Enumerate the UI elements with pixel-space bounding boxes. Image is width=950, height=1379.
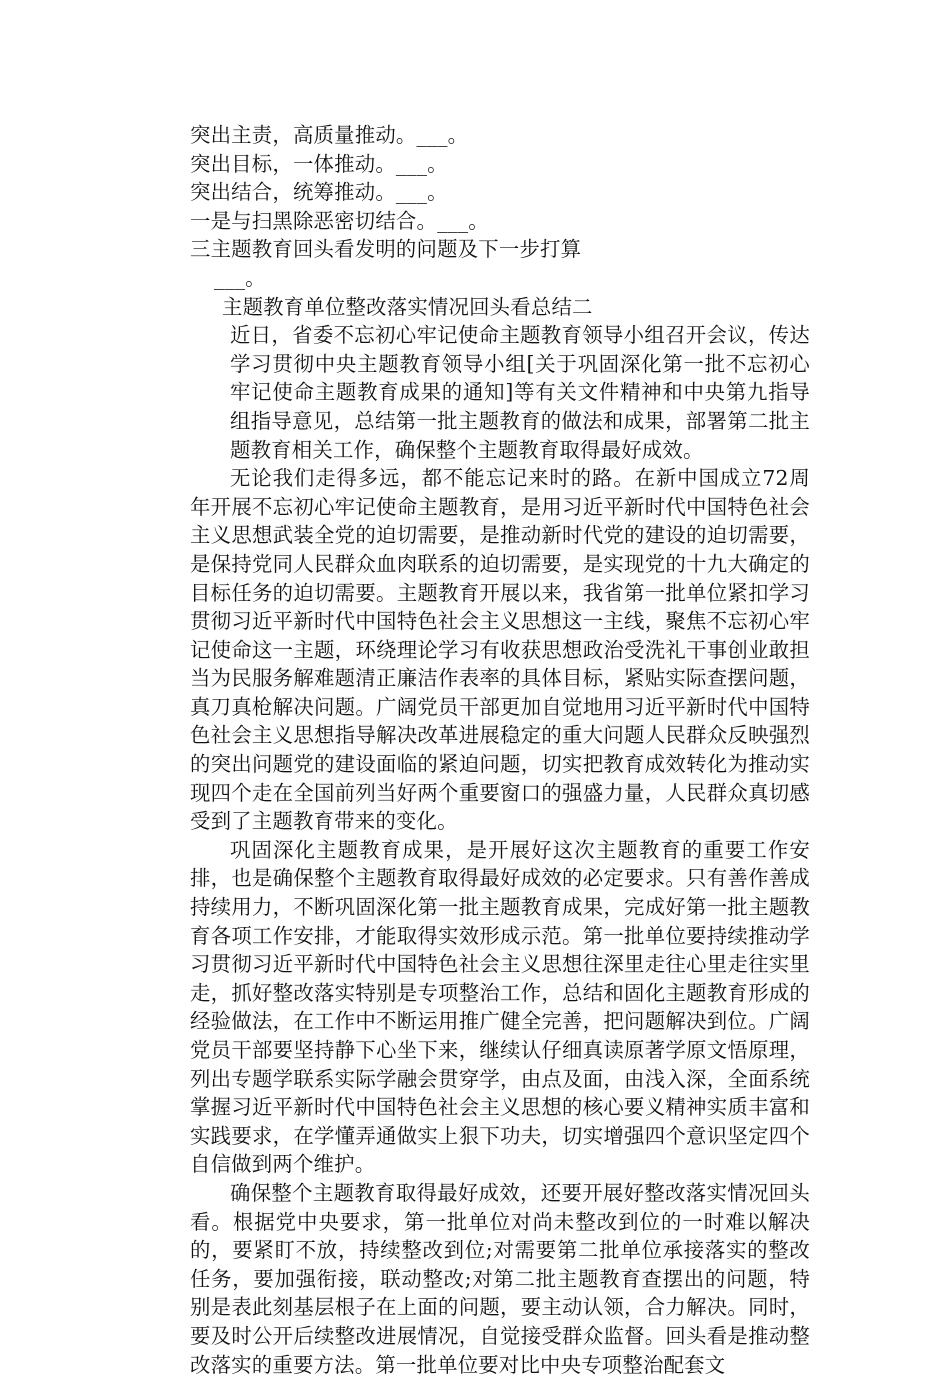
text-line-5: 三主题教育回头看发明的问题及下一步打算: [190, 237, 582, 262]
document-body: [190, 121, 810, 1379]
paragraph-3: 巩固深化主题教育成果，是开展好这次主题教育的重要工作安排，也是确保整个主题教育取得最好成效的必定要求。只有善作善成持续用力，不断巩固深化第一批主题教育成果，完成好第一批主题教育各项工作安排，才能取得实效形成示范。第一批单位要持续推动学习贯彻习近平新时代中国特色社会主义思想往深里走往心里走往实里走，抓好整改落实特别是专项整治工作，总结和固化主题教育形成的经验做法，在工作中不断运用推广健全完善，把问题解决到位。广阔党员干部要坚持静下心坐下来，继续认仔细真读原著学原文悟原理，列出专题学联系实际学融会贯穿学，由点及面，由浅入深，全面系统掌握习近平新时代中国特色社会主义思想的核心要义精神实质丰富和实践要求，在学懂弄通做实上狠下功夫，切实增强四个意识坚定四个自信做到两个维护。: [190, 837, 810, 1177]
text-line-4: 一是与扫黑除恶密切结合。___。: [190, 208, 489, 233]
text-line-6: ___。: [214, 265, 266, 290]
paragraph-1: 近日，省委不忘初心牢记使命主题教育领导小组召开会议，传达学习贯彻中央主题教育领导小组[关于巩固深化第一批不忘初心牢记使命主题教育成果的通知]等有关文件精神和中央第九指导组指导意见，总结第一批主题教育的做法和成果，部署第二批主题教育相关工作，确保整个主题教育取得最好成效。: [230, 323, 810, 462]
text-line-2: 突出目标，一体推动。___。: [190, 151, 448, 176]
text-line-1: 突出主责，高质量推动。___。: [190, 123, 469, 147]
paragraph-2: 无论我们走得多远，都不能忘记来时的路。在新中国成立72周年开展不忘初心牢记使命主题教育，是用习近平新时代中国特色社会主义思想武装全党的迫切需要，是推动新时代党的建设的迫切需要，是保持党同人民群众血肉联系的迫切需要，是实现党的十九大确定的目标任务的迫切需要。主题教育开展以来，我省第一批单位紧扣学习贯彻习近平新时代中国特色社会主义思想这一主线，聚焦不忘初心牢记使命这一主题，环绕理论学习有收获思想政治受洗礼干事创业敢担当为民服务解难题清正廉洁作表率的具体目标，紧贴实际查摆问题，真刀真枪解决问题。广阔党员干部更加自觉地用习近平新时代中国特色社会主义思想指导解决改革进展稳定的重大问题人民群众反映强烈的突出问题党的建设面临的紧迫问题，切实把教育成效转化为推动实现四个走在全国前列当好两个重要窗口的强盛力量，人民群众真切感受到了主题教育带来的变化。: [190, 466, 810, 834]
paragraph-4: 确保整个主题教育取得最好成效，还要开展好整改落实情况回头看。根据党中央要求，第一批单位对尚未整改到位的一时难以解决的，要紧盯不放，持续整改到位;对需要第二批单位承接落实的整改任务，要加强衔接，联动整改;对第二批主题教育查摆出的问题，特别是表此刻基层根子在上面的问题，要主动认领，合力解决。同时，要及时公开后续整改进展情况，自觉接受群众监督。回头看是推动整改落实的重要方法。第一批单位要对比中央专项整治配套文: [190, 1180, 810, 1377]
section-heading: 主题教育单位整改落实情况回头看总结二: [222, 294, 593, 319]
text-line-3: 突出结合，统筹推动。___。: [190, 180, 448, 205]
